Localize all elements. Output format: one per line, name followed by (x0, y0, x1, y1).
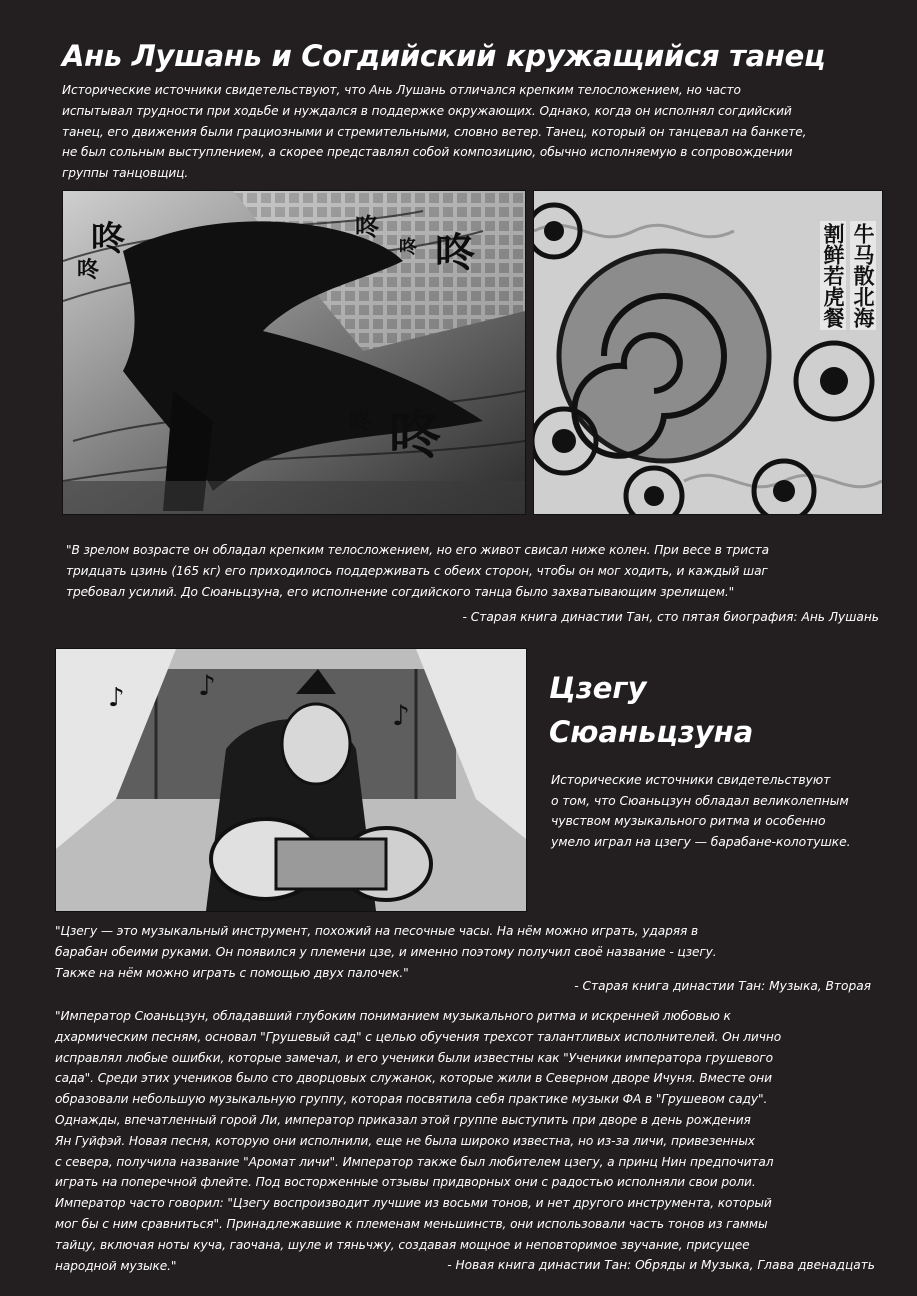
section2-intro: Исторические источники свидетельствуют о том, что Сюаньцзун обладал великолепным чувством музыкального ритма и особенно умело играл на цзегу — барабане-колотушке. (551, 772, 851, 849)
sfx-dong-6: 咚 (349, 410, 372, 435)
sfx-dong-5: 咚 (435, 230, 475, 276)
poem-line-1: 牛马散北海 (851, 223, 875, 328)
sfx-dong-2: 咚 (77, 258, 100, 283)
manga-panel-swirls (533, 190, 883, 515)
section2-source1: - Старая книга династии Тан: Музыка, Вторая (574, 979, 871, 993)
sfx-dong-4: 咚 (399, 237, 417, 258)
chinese-poem-caption (820, 221, 876, 330)
section2-title: Цзегу Сюаньцзуна (549, 671, 754, 749)
section1-title: Ань Лушань и Согдийский кружащийся танец (62, 39, 826, 73)
section1-quote: "В зрелом возрасте он обладал крепким телосложением, но его живот свисал ниже колен. При весе в триста тридцать цзинь (165 кг) его приходилось поддерживать с обеих сторон, чтобы он мог ходить, и каждый шаг требовал усилий. До Сюаньцзуна, его исполнение согдийского танца было захватывающим зрелищем." (66, 543, 770, 599)
section1-source: - Старая книга династии Тан, сто пятая биография: Ань Лушань (462, 610, 879, 624)
sfx-dong-7: 咚 (389, 406, 442, 466)
section2-quote1: "Цзегу — это музыкальный инструмент, похожий на песочные часы. На нём можно играть, ударяя в барабан обеими руками. Он появился у племени цзе, и именно поэтому получил своё название - цзегу. Также на нём можно играть с помощью двух палочек." (55, 924, 717, 980)
section2-source2: - Новая книга династии Тан: Обряды и Музыка, Глава двенадцать (447, 1258, 875, 1272)
manga-panel-dancer (62, 190, 526, 515)
music-note-1: ♪ (108, 683, 125, 713)
music-note-3: ♪ (392, 699, 410, 732)
sfx-dong-1: 咚 (91, 219, 125, 259)
emperor-illustration (56, 649, 526, 911)
section2-quote2: "Император Сюаньцзун, обладавший глубоким пониманием музыкального ритма и искренней любовью к дхармическим песням, основал "Грушевый сад" с целью обучения трехсот талантливых исполнителей. Он лично исправлял любые ошибки, которые замечал, и его ученики были известны как "Ученики императора грушевого сада". Среди этих учеников было сто дворцовых служанок, которые жили в Северном дворе Ичуня. Вместе они образовали небольшую музыкальную группу, которая посвятила себя практике музыки ФА в "Грушевом саду". Однажды, впечатленный горой Ли, император приказал этой группе выступить при дворе в день рождения Ян Гуйфэй. Новая песня, которую они исполнили, еще не была широко известна, но из-за личи, привезенных с севера, получила название "Аромат личи". Император также был любителем цзегу, а принц Нин предпочитал играть на поперечной флейте. Под восторженные отзывы придворных они с радостью исполняли свои роли. Император часто говорил: "Цзегу воспроизводит лучшие из восьми тонов, и нет другого инструмента, который мог бы с ним сравниться". Принадлежавшие к племенам меньшинств, они использовали часть тонов из гаммы тайцу, включая ноты куча, гаочана, шуле и тяньчжу, создавая мощное и неповторимое звучание, присущее народной музыке." (55, 1009, 782, 1273)
poem-line-2: 割鲜若虎餐 (821, 223, 845, 328)
music-note-2: ♪ (198, 669, 216, 702)
sfx-dong-3: 咚 (355, 213, 379, 241)
section1-intro: Исторические источники свидетельствуют, что Ань Лушань отличался крепким телосложением, но часто испытывал трудности при ходьбе и нуждался в поддержке окружающих. Однако, когда он исполнял согдийский танец, его движения были грациозными и стремительными, словно ветер. Танец, который он танцевал на банкете, не был сольным выступлением, а скорее представлял собой композицию, обычно исполняемую в сопровождении группы танцовщиц. (62, 83, 807, 181)
manga-panel-emperor (55, 648, 527, 912)
